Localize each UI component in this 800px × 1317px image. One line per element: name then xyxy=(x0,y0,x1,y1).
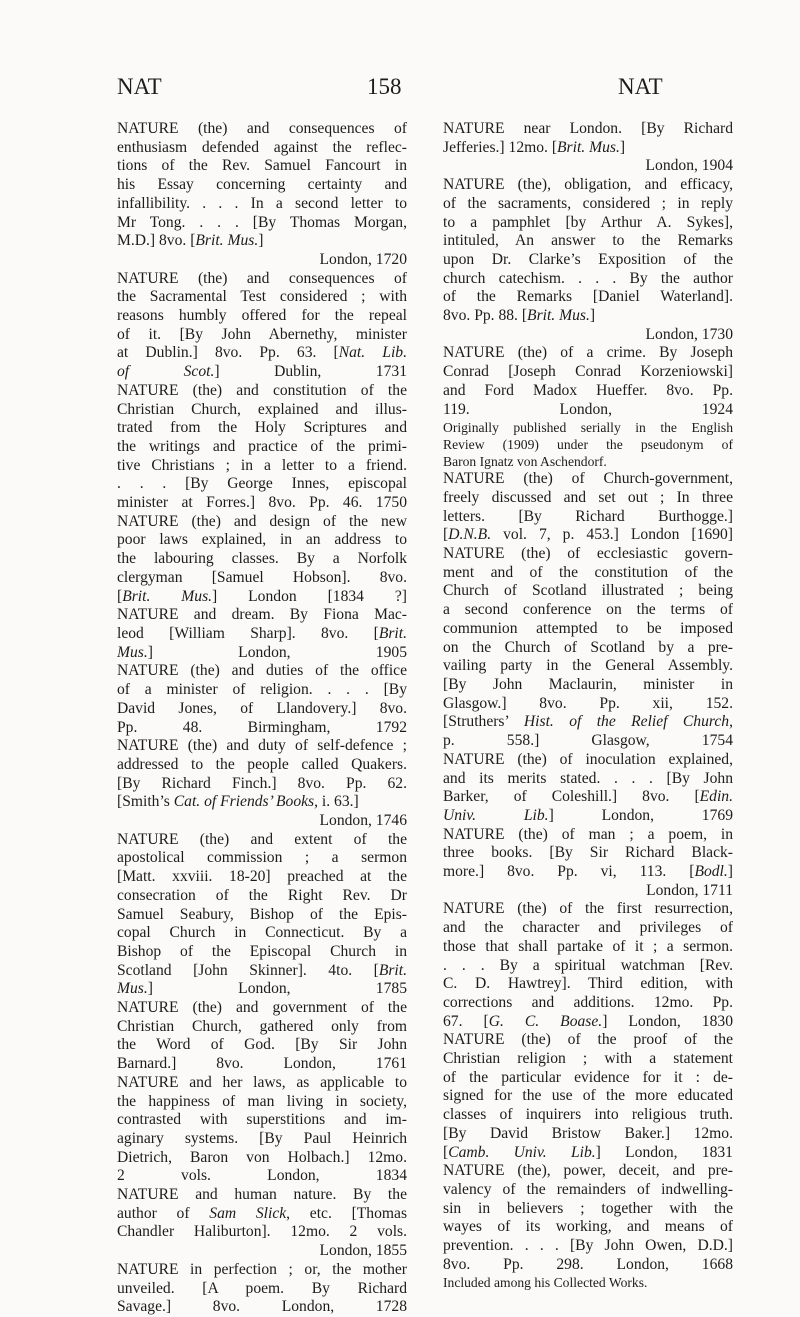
entry-line: NATURE (the) of the first resurrection, xyxy=(443,900,733,918)
entry-line: [Matt. xxviii. 18-20] preached at the xyxy=(117,868,407,886)
entry-line: London, 1711 xyxy=(646,881,733,899)
entry-line: Jefferies.] 12mo. [Brit. Mus.] xyxy=(443,138,626,156)
catalogue-entry xyxy=(443,1162,733,1291)
entry-line: 67. [G. C. Boase.] London, 1830 xyxy=(443,1012,733,1030)
catalogue-entry xyxy=(117,662,407,737)
entry-line: London, 1904 xyxy=(645,157,733,175)
entry-line: freely discussed and set out ; In three xyxy=(443,488,733,506)
entry-line: unveiled. [A poem. By Richard xyxy=(117,1279,407,1297)
entry-line: NATURE (the) of Church-government, xyxy=(443,470,733,488)
entry-line: contrasted with superstitions and im- xyxy=(117,1111,407,1129)
entry-note: Included among his Collected Works. xyxy=(443,1275,648,1291)
entry-line: of the sacraments, considered ; in reply xyxy=(443,194,733,212)
entry-line: ment and of the constitution of the xyxy=(443,563,733,581)
entry-line: NATURE (the) and duty of self-defence ; xyxy=(117,737,407,755)
entry-line: NATURE (the) of inoculation explained, xyxy=(443,750,733,768)
entry-line: [Camb. Univ. Lib.] London, 1831 xyxy=(443,1143,733,1161)
catalogue-entry xyxy=(443,545,733,751)
entry-line: London, 1720 xyxy=(319,250,407,268)
catalogue-entry xyxy=(117,1261,407,1317)
entry-line: on the Church of Scotland by a pre- xyxy=(443,638,733,656)
running-header xyxy=(0,74,800,104)
entry-line: valency of the remainders of indwelling- xyxy=(443,1180,733,1198)
entry-line: communion attempted to be imposed xyxy=(443,619,733,637)
entry-line: minister at Forres.] 8vo. Pp. 46. 1750 xyxy=(117,494,407,512)
entry-line: clergyman [Samuel Hobson]. 8vo. xyxy=(117,568,407,586)
entry-line: Barker, of Coleshill.] 8vo. [Edin. xyxy=(443,788,733,806)
entry-line: Mus.] London, 1785 xyxy=(117,980,407,998)
entry-line: Christian Church, explained and illus- xyxy=(117,400,407,418)
catalogue-entry xyxy=(117,382,407,513)
entry-line: NATURE (the) and extent of the xyxy=(117,830,407,848)
entry-line: of the particular evidence for it : de- xyxy=(443,1068,733,1086)
entry-line: [By John Maclaurin, minister in xyxy=(443,675,733,693)
entry-line: classes of inquirers into religious truth. xyxy=(443,1106,733,1124)
header-right-catchword: NAT xyxy=(618,74,663,99)
entry-note: Baron Ignatz von Aschendorf. xyxy=(443,454,607,470)
entry-line: NATURE near London. [By Richard xyxy=(443,120,733,137)
catalogue-entry xyxy=(443,751,733,826)
entry-line: Bishop of the Episcopal Church in xyxy=(117,942,407,960)
entry-line: London, 1855 xyxy=(319,1242,407,1260)
entry-line: the Sacramental Test considered ; with xyxy=(117,288,407,306)
entry-line: Barnard.] 8vo. London, 1761 xyxy=(117,1055,407,1073)
entry-line: the labouring classes. By a Norfolk xyxy=(117,550,407,568)
entry-line: upon Dr. Clarke’s Exposition of the xyxy=(443,250,733,268)
entry-line: London, 1746 xyxy=(319,812,407,830)
catalogue-entry xyxy=(117,1186,407,1261)
entry-line: apostolical commission ; a sermon xyxy=(117,849,407,867)
entry-line: NATURE and human nature. By the xyxy=(117,1186,407,1204)
entry-line: NATURE (the) and consequences of xyxy=(117,269,407,287)
entry-line: the happiness of man living in society, xyxy=(117,1092,407,1110)
entry-line: Christian religion ; with a statement xyxy=(443,1050,733,1068)
entry-line: [D.N.B. vol. 7, p. 453.] London [1690] xyxy=(443,526,733,544)
entry-line: Mus.] London, 1905 xyxy=(117,643,407,661)
entry-line: of the Remarks [Daniel Waterland]. xyxy=(443,288,733,306)
right-column xyxy=(443,120,733,1291)
entry-line: Christian Church, gathered only from xyxy=(117,1017,407,1035)
entry-line: NATURE (the) of a crime. By Joseph xyxy=(443,344,733,362)
entry-line: of Scot.] Dublin, 1731 xyxy=(117,363,407,381)
entry-line: church catechism. . . . By the author xyxy=(443,269,733,287)
entry-line: M.D.] 8vo. [Brit. Mus.] xyxy=(117,232,264,250)
entry-line: consecration of the Right Rev. Dr xyxy=(117,886,407,904)
entry-line: of a minister of religion. . . . [By xyxy=(117,681,407,699)
entry-line: three books. [By Sir Richard Black- xyxy=(443,844,733,862)
catalogue-entry xyxy=(443,176,733,344)
catalogue-entry xyxy=(117,606,407,662)
entry-line: NATURE (the), obligation, and efficacy, xyxy=(443,176,733,194)
catalogue-entry xyxy=(443,120,733,176)
entry-line: aginary systems. [By Paul Heinrich xyxy=(117,1129,407,1147)
entry-line: Mr Tong. . . . [By Thomas Morgan, xyxy=(117,213,407,231)
entry-line: author of Sam Slick, etc. [Thomas xyxy=(117,1204,408,1222)
entry-line: his Essay concerning certainty and xyxy=(117,176,407,194)
entry-line: those that shall partake of it ; a sermon. xyxy=(443,937,733,955)
entry-line: 2 vols. London, 1834 xyxy=(117,1167,407,1185)
entry-line: C. D. Hawtrey]. Third edition, with xyxy=(443,975,733,993)
entry-line: addressed to the people called Quakers. xyxy=(117,755,407,773)
entry-line: 8vo. Pp. 298. London, 1668 xyxy=(443,1255,733,1273)
catalogue-entry xyxy=(117,999,407,1074)
entry-line: and the character and privileges of xyxy=(443,919,733,937)
entry-line: prevention. . . . [By John Owen, D.D.] xyxy=(443,1237,733,1255)
entry-line: leod [William Sharp]. 8vo. [Brit. xyxy=(117,624,407,642)
catalogue-entry xyxy=(117,737,407,831)
entry-line: Chandler Haliburton]. 12mo. 2 vols. xyxy=(117,1223,407,1241)
entry-line: London, 1730 xyxy=(645,325,733,343)
entry-line: [By David Bristow Baker.] 12mo. xyxy=(443,1124,733,1142)
entry-line: Church of Scotland illustrated ; being xyxy=(443,582,733,600)
entry-line: the Word of God. [By Sir John xyxy=(117,1036,407,1054)
entry-line: NATURE in perfection ; or, the mother xyxy=(117,1260,407,1278)
entry-line: of it. [By John Abernethy, minister xyxy=(117,325,407,343)
entry-line: reasons humbly offered for the repeal xyxy=(117,307,407,325)
entry-line: and Ford Madox Hueffer. 8vo. Pp. xyxy=(443,381,733,399)
entry-line: at Dublin.] 8vo. Pp. 63. [Nat. Lib. xyxy=(117,344,408,362)
entry-line: NATURE and dream. By Fiona Mac- xyxy=(117,606,407,624)
entry-line: NATURE (the) of ecclesiastic govern- xyxy=(443,545,733,563)
header-left-catchword: NAT xyxy=(117,74,162,99)
catalogue-entry xyxy=(117,120,407,270)
entry-line: NATURE (the) and duties of the office xyxy=(117,662,407,680)
entry-line: tions of the Rev. Samuel Fancourt in xyxy=(117,157,407,175)
entry-line: signed for the use of the more educated xyxy=(443,1087,733,1105)
catalogue-entry xyxy=(117,513,407,607)
entry-line: sin in believers ; together with the xyxy=(443,1199,733,1217)
left-column xyxy=(117,120,407,1317)
entry-line: copal Church in Connecticut. By a xyxy=(117,924,407,942)
catalogue-entry xyxy=(117,1074,407,1186)
entry-line: NATURE (the) and design of the new xyxy=(117,512,407,530)
entry-line: Samuel Seabury, Bishop of the Epis- xyxy=(117,905,407,923)
entry-line: NATURE (the), power, deceit, and pre- xyxy=(443,1162,733,1180)
entry-line: NATURE (the) and constitution of the xyxy=(117,381,407,399)
entry-line: Savage.] 8vo. London, 1728 xyxy=(117,1298,407,1316)
entry-line: Glasgow.] 8vo. Pp. xii, 152. xyxy=(443,694,733,712)
catalogue-entry xyxy=(443,900,733,1031)
entry-line: NATURE (the) of the proof of the xyxy=(443,1031,733,1049)
entry-line: trated from the Holy Scriptures and xyxy=(117,419,407,437)
entry-line: Scotland [John Skinner]. 4to. [Brit. xyxy=(117,961,407,979)
entry-line: infallibility. . . . In a second letter to xyxy=(117,194,407,212)
entry-line: poor laws explained, in an address to xyxy=(117,531,407,549)
entry-line: 119. London, 1924 xyxy=(443,400,733,418)
entry-line: Univ. Lib.] London, 1769 xyxy=(443,806,733,824)
entry-line: the writings and practice of the primi- xyxy=(117,437,407,455)
catalogue-entry xyxy=(443,470,733,545)
entry-line: and its merits stated. . . . [By John xyxy=(443,769,733,787)
entry-line: NATURE (the) of man ; a poem, in xyxy=(443,825,733,843)
catalogue-entry xyxy=(117,831,407,999)
entry-line: [Brit. Mus.] London [1834 ?] xyxy=(117,587,407,605)
entry-line: enthusiasm defended against the reflec- xyxy=(117,138,407,156)
catalogue-entry xyxy=(443,826,733,901)
entry-line: [Smith’s Cat. of Friends’ Books, i. 63.] xyxy=(117,793,359,811)
catalogue-entry xyxy=(117,270,407,382)
entry-line: David Jones, of Llandovery.] 8vo. xyxy=(117,699,407,717)
entry-line: Conrad [Joseph Conrad Korzeniowski] xyxy=(443,363,733,381)
entry-line: more.] 8vo. Pp. vi, 113. [Bodl.] xyxy=(443,863,733,881)
entry-line: NATURE and her laws, as applicable to xyxy=(117,1073,407,1091)
entry-line: 8vo. Pp. 88. [Brit. Mus.] xyxy=(443,307,596,325)
entry-line: vailing party in the General Assembly. xyxy=(443,657,733,675)
entry-line: Pp. 48. Birmingham, 1792 xyxy=(117,718,407,736)
entry-line: tive Christians ; in a letter to a friend. xyxy=(117,456,407,474)
entry-line: [Struthers’ Hist. of the Relief Church, xyxy=(443,713,733,731)
entry-line: wayes of its working, and means of xyxy=(443,1218,733,1236)
entry-line: a second conference on the terms of xyxy=(443,601,733,619)
entry-line: . . . [By George Innes, episcopal xyxy=(117,475,407,493)
entry-line: NATURE (the) and consequences of xyxy=(117,120,407,137)
entry-line: p. 558.] Glasgow, 1754 xyxy=(443,732,733,750)
entry-line: intituled, An answer to the Remarks xyxy=(443,232,733,250)
catalogue-entry xyxy=(443,1031,733,1162)
catalogue-entry xyxy=(443,344,733,470)
entry-note: Originally published serially in the English xyxy=(443,420,733,436)
entry-note: Review (1909) under the pseudonym of xyxy=(443,437,733,453)
entry-line: . . . By a spiritual watchman [Rev. xyxy=(443,956,733,974)
entry-line: to a pamphlet [by Arthur A. Sykes], xyxy=(443,213,733,231)
entry-line: Dietrich, Baron von Holbach.] 12mo. xyxy=(117,1148,407,1166)
entry-line: [By Richard Finch.] 8vo. Pp. 62. xyxy=(117,774,407,792)
entry-line: NATURE (the) and government of the xyxy=(117,999,407,1017)
page-number: 158 xyxy=(367,74,402,99)
entry-line: corrections and additions. 12mo. Pp. xyxy=(443,993,733,1011)
entry-line: letters. [By Richard Burthogge.] xyxy=(443,507,733,525)
